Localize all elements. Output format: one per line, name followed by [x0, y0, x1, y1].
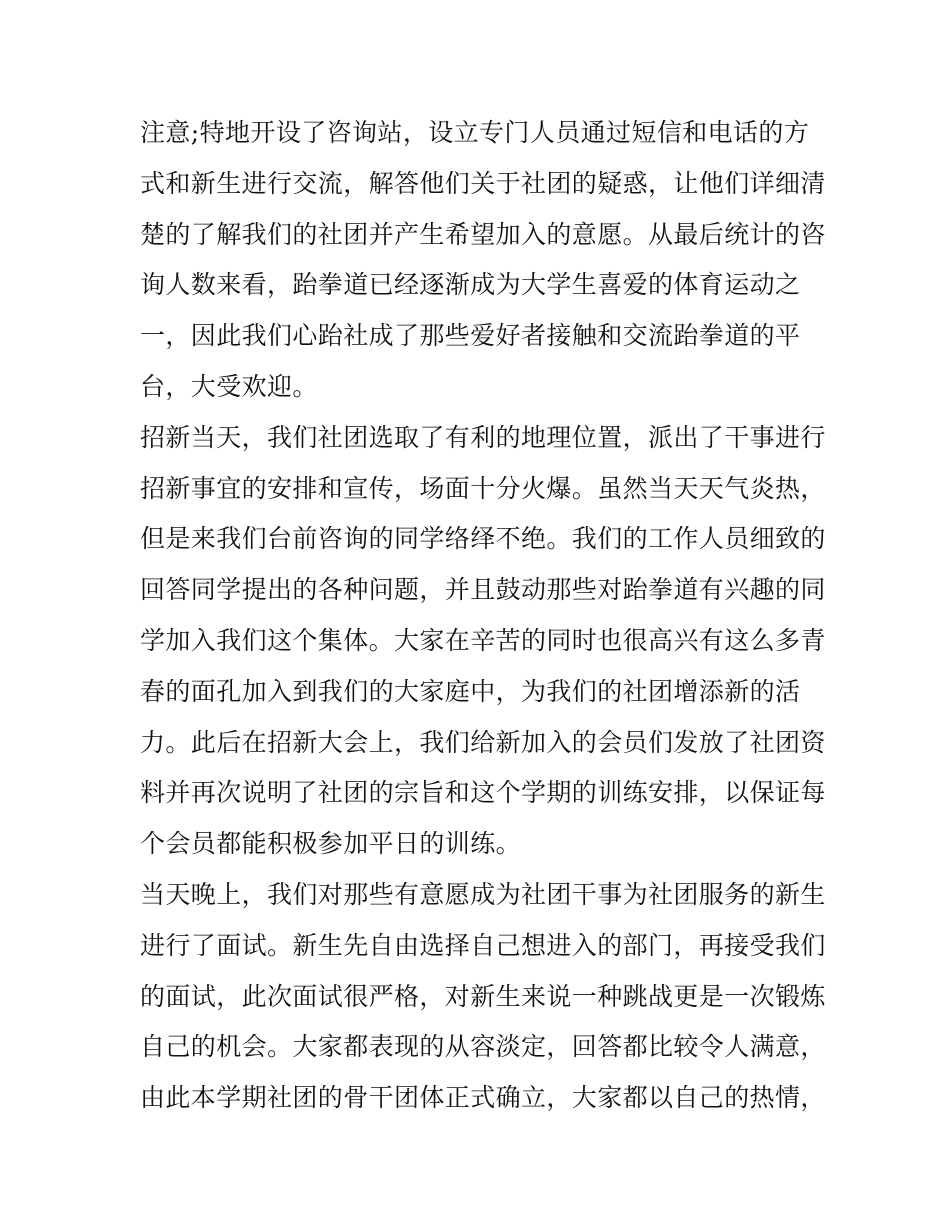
document-body: [140, 108, 826, 1124]
text-line: 的面试，此次面试很严格，对新生来说一种跳战更是一次锻炼: [140, 981, 826, 1011]
text-line: 招新事宜的安排和宣传，场面十分火爆。虽然当天天气炎热，: [140, 473, 826, 503]
text-line: 但是来我们台前咨询的同学络绎不绝。我们的工作人员细致的: [140, 524, 826, 554]
text-line: 台，大受欢迎。: [140, 371, 318, 401]
text-line: 力。此后在招新大会上，我们给新加入的会员们发放了社团资: [140, 727, 826, 757]
text-line: 学加入我们这个集体。大家在辛苦的同时也很高兴有这么多青: [140, 625, 826, 655]
text-line: 春的面孔加入到我们的大家庭中，为我们的社团增添新的活: [140, 676, 801, 706]
text-line: 当天晚上，我们对那些有意愿成为社团干事为社团服务的新生: [140, 879, 826, 909]
paragraph-2: [140, 413, 826, 870]
text-line: 个会员都能积极参加平日的训练。: [140, 829, 522, 859]
paragraph-1: [140, 108, 826, 413]
text-line: 自己的机会。大家都表现的从容淡定，回答都比较令人满意，: [140, 1032, 826, 1062]
text-line: 询人数来看，跆拳道已经逐渐成为大学生喜爱的体育运动之: [140, 270, 801, 300]
text-line: 式和新生进行交流，解答他们关于社团的疑惑，让他们详细清: [140, 168, 826, 198]
text-line: 招新当天，我们社团选取了有利的地理位置，派出了干事进行: [140, 422, 826, 452]
text-line: 由此本学期社团的骨干团体正式确立，大家都以自己的热情，: [140, 1083, 826, 1113]
text-line: 楚的了解我们的社团并产生希望加入的意愿。从最后统计的咨: [140, 219, 826, 249]
text-line: 进行了面试。新生先自由选择自己想进入的部门，再接受我们: [140, 930, 826, 960]
text-line: 注意;特地开设了咨询站，设立专门人员通过短信和电话的方: [140, 118, 810, 147]
text-line: 料并再次说明了社团的宗旨和这个学期的训练安排，以保证每: [140, 778, 826, 808]
text-line: 回答同学提出的各种问题，并且鼓动那些对跆拳道有兴趣的同: [140, 575, 826, 605]
paragraph-3: [140, 870, 826, 1124]
text-line: 一，因此我们心跆社成了那些爱好者接触和交流跆拳道的平: [140, 321, 801, 351]
